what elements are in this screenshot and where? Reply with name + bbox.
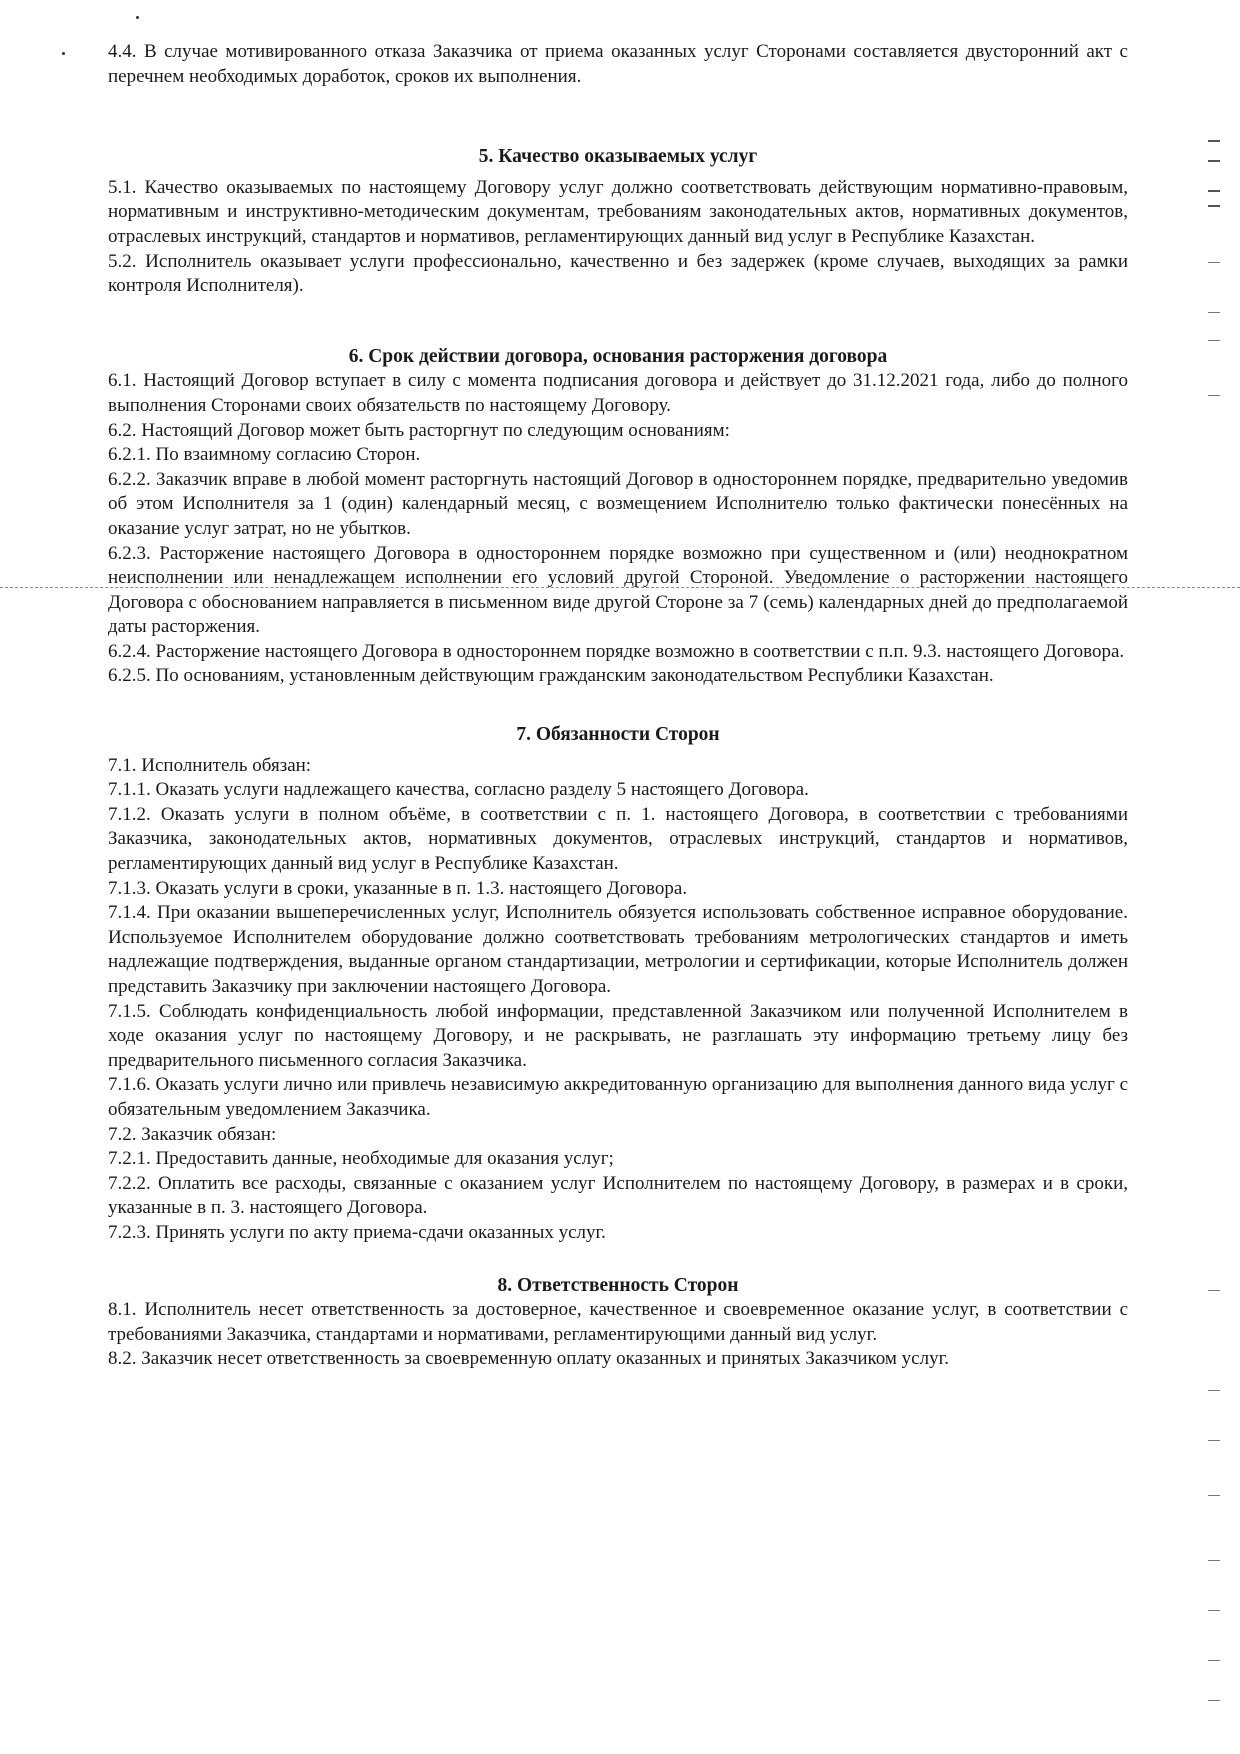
paragraph-7-2: 7.2. Заказчик обязан: — [108, 1123, 277, 1145]
paragraph-7-1-3: 7.1.3. Оказать услуги в сроки, указанные в п. 1.3. настоящего Договора. — [108, 877, 688, 899]
paragraph-5-1: 5.1. Качество оказываемых по настоящему Договору услуг должно соответствовать действующим нормативно-правовым, нормативным и инструктивно-методическим документам, требованиям законодательных актов, нормативных документов, отраслевых инструкций, стандартов и нормативов, регламентирующих данный вид услуг в Республике Казахстан. — [108, 176, 1128, 247]
paragraph-7-1-1: 7.1.1. Оказать услуги надлежащего качества, согласно разделу 5 настоящего Договора. — [108, 779, 809, 801]
paragraph-7-1-4: 7.1.4. При оказании вышеперечисленных услуг, Исполнитель обязуется использовать собственное исправное оборудование. Используемое Исполнителем оборудование должно соответствовать требованиям метрологических стандартов и иметь надлежащие подтверждения, выданные органом стандартизации, метрологии и сертификации, которые Исполнитель должен представить Заказчику при заключении настоящего Договора. — [108, 902, 1128, 997]
section-5-title: 5. Качество оказываемых услуг — [478, 146, 758, 168]
paragraph-6-1: 6.1. Настоящий Договор вступает в силу с момента подписания договора и действует до 31.12.2021 года, либо до полного выполнения Сторонами своих обязательств по настоящему Договору. — [108, 370, 1128, 416]
paragraph-7-2-1: 7.2.1. Предоставить данные, необходимые для оказания услуг; — [108, 1148, 614, 1170]
scan-dot — [136, 16, 139, 19]
section-6-title: 6. Срок действии договора, основания расторжения договора — [348, 345, 888, 367]
scan-edge-marks — [1208, 0, 1222, 1754]
section-5 — [108, 145, 1128, 299]
paragraph-6-2: 6.2. Настоящий Договор может быть расторгнут по следующим основаниям: — [108, 419, 730, 441]
paragraph-7-2-3: 7.2.3. Принять услуги по акту приема-сдачи оказанных услуг. — [108, 1221, 606, 1243]
paragraph-7-2-2: 7.2.2. Оплатить все расходы, связанные с оказанием услуг Исполнителем по настоящему Договору, в размерах и в сроки, указанные в п. 3. настоящего Договора. — [108, 1172, 1128, 1219]
section-8-title: 8. Ответственность Сторон — [497, 1274, 739, 1296]
paragraph-5-2: 5.2. Исполнитель оказывает услуги профессионально, качественно и без задержек (кроме случаев, выходящих за рамки контроля Исполнителя). — [108, 250, 1128, 297]
paragraph-6-2-1: 6.2.1. По взаимному согласию Сторон. — [108, 444, 421, 466]
scan-dot — [62, 52, 65, 55]
section-7-title: 7. Обязанности Сторон — [516, 724, 720, 746]
section-6 — [108, 345, 1128, 689]
section-8 — [108, 1274, 1128, 1372]
document-page — [108, 40, 1128, 1372]
paragraph-7-1-2: 7.1.2. Оказать услуги в полном объёме, в соответствии с п. 1. настоящего Договора, в соответствии с требованиями Заказчика, законодательных актов, нормативных документов, отраслевых инструкций, стандартов и нормативов, регламентирующих данный вид услуг в Республике Казахстан. — [108, 803, 1128, 875]
paragraph-4-4: 4.4. В случае мотивированного отказа Заказчика от приема оказанных услуг Сторонами составляется двусторонний акт с перечнем необходимых доработок, сроков их выполнения. — [108, 41, 1128, 87]
paragraph-6-2-4: 6.2.4. Расторжение настоящего Договора в одностороннем порядке возможно в соответствии с п.п. 9.3. настоящего Договора. — [108, 640, 1125, 662]
paragraph-8-1: 8.1. Исполнитель несет ответственность за достоверное, качественное и своевременное оказание услуг, в соответствии с требованиями Заказчика, стандартами и нормативами, регламентирующими данный вид услуг. — [108, 1299, 1128, 1345]
paragraph-6-2-2: 6.2.2. Заказчик вправе в любой момент расторгнуть настоящий Договор в одностороннем порядке, предварительно уведомив об этом Исполнителя за 1 (один) календарный месяц, с возмещением Исполнителю только фактически понесённых на оказание услуг затрат, но не убытков. — [108, 468, 1128, 539]
paragraph-7-1-6: 7.1.6. Оказать услуги лично или привлечь независимую аккредитованную организацию для выполнения данного вида услуг с обязательным уведомлением Заказчика. — [108, 1074, 1128, 1120]
section-7 — [108, 723, 1128, 1245]
paragraph-6-2-5: 6.2.5. По основаниям, установленным действующим гражданским законодательством Республики Казахстан. — [108, 665, 994, 687]
paragraph-6-2-3: 6.2.3. Расторжение настоящего Договора в одностороннем порядке возможно при существенном и (или) неоднократном неисполнении или ненадлежащем исполнении его условий другой Стороной. Уведомление о расторжении настоящего Договора с обоснованием направляется в письменном виде другой Стороне за 7 (семь) календарных дней до предполагаемой даты расторжения. — [108, 542, 1128, 638]
paragraph-8-2: 8.2. Заказчик несет ответственность за своевременную оплату оказанных и принятых Заказчиком услуг. — [108, 1348, 949, 1370]
paragraph-7-1: 7.1. Исполнитель обязан: — [108, 754, 312, 776]
paragraph-7-1-5: 7.1.5. Соблюдать конфиденциальность любой информации, представленной Заказчиком или полученной Исполнителем в ходе оказания услуг по настоящему Договору, и не раскрывать, не разглашать эту информацию третьему лицу без предварительного письменного согласия Заказчика. — [108, 1000, 1128, 1071]
